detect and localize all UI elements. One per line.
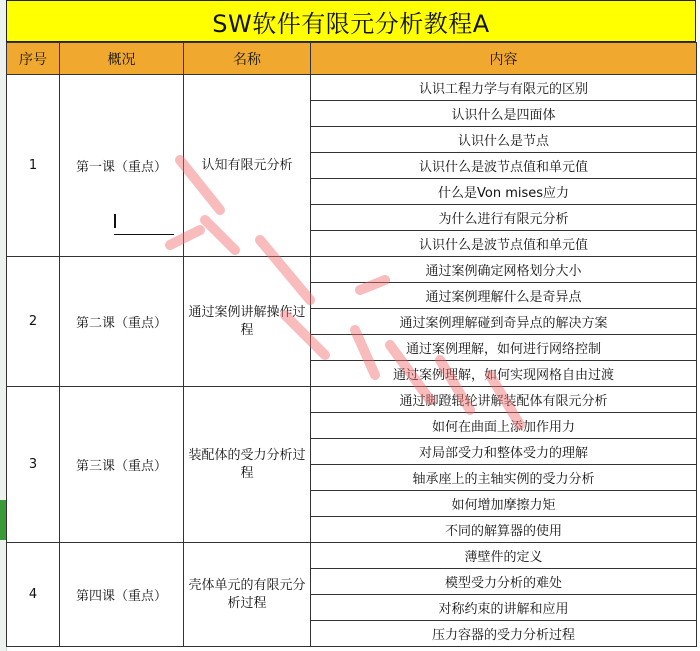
header-name[interactable]: 名称 xyxy=(184,43,311,75)
lesson-name-cell[interactable]: 通过案例讲解操作过程 xyxy=(184,257,311,387)
content-cell[interactable]: 通过案例理解什么是奇异点 xyxy=(311,283,697,309)
header-overview[interactable]: 概况 xyxy=(60,43,184,75)
content-cell[interactable]: 什么是Von mises应力 xyxy=(311,179,697,205)
content-cell[interactable]: 认识什么是波节点值和单元值 xyxy=(311,153,697,179)
content-cell[interactable]: 薄壁件的定义 xyxy=(311,543,697,569)
lesson-overview-cell[interactable]: 第一课（重点） xyxy=(60,75,184,257)
cell-artifact-mark xyxy=(114,234,174,235)
content-cell[interactable]: 不同的解算器的使用 xyxy=(311,517,697,543)
content-cell[interactable]: 模型受力分析的难处 xyxy=(311,569,697,595)
lesson-index-cell[interactable]: 1 xyxy=(7,75,60,257)
course-table xyxy=(6,42,697,647)
content-cell[interactable]: 认识什么是波节点值和单元值 xyxy=(311,231,697,257)
header-index[interactable]: 序号 xyxy=(7,43,60,75)
table-row xyxy=(7,543,697,569)
lesson-overview-cell[interactable]: 第四课（重点） xyxy=(60,543,184,647)
lesson-overview-cell[interactable]: 第二课（重点） xyxy=(60,257,184,387)
content-cell[interactable]: 如何增加摩擦力矩 xyxy=(311,491,697,517)
lesson-index-cell[interactable]: 2 xyxy=(7,257,60,387)
content-cell[interactable]: 通过案例理解，如何实现网格自由过渡 xyxy=(311,361,697,387)
table-row xyxy=(7,387,697,413)
table-row xyxy=(7,257,697,283)
content-cell[interactable]: 通过脚蹬辊轮讲解装配体有限元分析 xyxy=(311,387,697,413)
content-cell[interactable]: 通过案例理解，如何进行网络控制 xyxy=(311,335,697,361)
header-content[interactable]: 内容 xyxy=(311,43,697,75)
sheet-title: SW软件有限元分析教程A xyxy=(6,0,696,42)
content-cell[interactable]: 认识工程力学与有限元的区别 xyxy=(311,75,697,101)
lesson-overview-cell[interactable]: 第三课（重点） xyxy=(60,387,184,543)
lesson-name-cell[interactable]: 认知有限元分析 xyxy=(184,75,311,257)
content-cell[interactable]: 认识什么是节点 xyxy=(311,127,697,153)
content-cell[interactable]: 对局部受力和整体受力的理解 xyxy=(311,439,697,465)
lesson-name-cell[interactable]: 装配体的受力分析过程 xyxy=(184,387,311,543)
content-cell[interactable]: 通过案例理解碰到奇异点的解决方案 xyxy=(311,309,697,335)
content-cell[interactable]: 压力容器的受力分析过程 xyxy=(311,621,697,647)
lesson-name-cell[interactable]: 壳体单元的有限元分析过程 xyxy=(184,543,311,647)
content-cell[interactable]: 认识什么是四面体 xyxy=(311,101,697,127)
content-cell[interactable]: 通过案例确定网格划分大小 xyxy=(311,257,697,283)
content-cell[interactable]: 如何在曲面上添加作用力 xyxy=(311,413,697,439)
lesson-index-cell[interactable]: 4 xyxy=(7,543,60,647)
content-cell[interactable]: 为什么进行有限元分析 xyxy=(311,205,697,231)
content-cell[interactable]: 轴承座上的主轴实例的受力分析 xyxy=(311,465,697,491)
cell-artifact-mark xyxy=(114,214,116,228)
table-row xyxy=(7,75,697,101)
content-cell[interactable]: 对称约束的讲解和应用 xyxy=(311,595,697,621)
lesson-index-cell[interactable]: 3 xyxy=(7,387,60,543)
header-row xyxy=(7,43,697,75)
